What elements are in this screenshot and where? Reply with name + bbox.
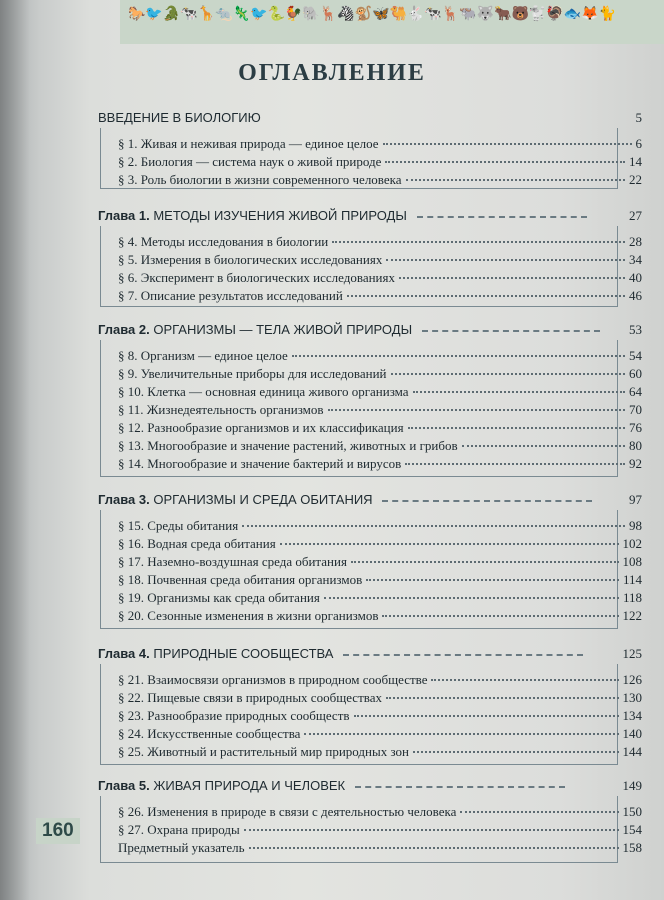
toc-entry-page: 98: [629, 518, 642, 533]
toc-entry[interactable]: [118, 234, 642, 252]
toc-entry-label: § 26. Изменения в природе в связи с деятельностью человека: [118, 804, 457, 819]
leader-dots: [242, 525, 625, 527]
toc-entry-page: 134: [622, 708, 642, 723]
toc-entry-label: § 27. Охрана природы: [118, 822, 240, 837]
heading-rule: [382, 500, 592, 502]
chapter-title: ОРГАНИЗМЫ И СРЕДА ОБИТАНИЯ: [153, 492, 373, 507]
toc-entry-page: 40: [629, 270, 642, 285]
toc-entry[interactable]: [118, 744, 642, 762]
toc-entry-page: 64: [629, 384, 642, 399]
chapter-page: 97: [629, 492, 642, 507]
intro-heading-text: ВВЕДЕНИЕ В БИОЛОГИЮ: [98, 110, 261, 125]
leader-dots: [366, 579, 619, 581]
toc-entry[interactable]: [118, 136, 642, 154]
toc-entry-page: 118: [622, 590, 642, 605]
leader-dots: [413, 751, 618, 753]
toc-entry[interactable]: [118, 840, 642, 858]
intro-page: 5: [635, 110, 642, 125]
chapter-heading: [98, 778, 565, 793]
toc-entry-label: § 10. Клетка — основная единица живого организма: [118, 384, 409, 399]
toc-entry-label: § 2. Биология — система наук о живой природе: [118, 154, 382, 169]
toc-entry[interactable]: [118, 572, 642, 590]
leader-dots: [304, 733, 618, 735]
toc-entry-label: § 22. Пищевые связи в природных сообществах: [118, 690, 382, 705]
toc-entry[interactable]: [118, 536, 642, 554]
leader-dots: [383, 143, 632, 145]
toc-entry[interactable]: [118, 172, 642, 190]
toc-entry-page: 6: [635, 136, 642, 151]
toc-entry-label: § 19. Организмы как среда обитания: [118, 590, 320, 605]
heading-rule: [422, 330, 600, 332]
toc-entry-page: 114: [622, 572, 642, 587]
toc-entry[interactable]: [118, 518, 642, 536]
chapter-heading: [98, 322, 600, 337]
toc-entry-label: § 18. Почвенная среда обитания организмов: [118, 572, 363, 587]
leader-dots: [332, 241, 625, 243]
heading-rule: [417, 216, 587, 218]
toc-entry[interactable]: [118, 366, 642, 384]
leader-dots: [382, 615, 618, 617]
toc-entry-page: 92: [629, 456, 642, 471]
toc-entry[interactable]: [118, 690, 642, 708]
toc-entry[interactable]: [118, 672, 642, 690]
toc-entry-page: 22: [629, 172, 642, 187]
toc-entry-label: § 25. Животный и растительный мир природных зон: [118, 744, 410, 759]
leader-dots: [406, 179, 625, 181]
chapter-prefix: Глава 1.: [98, 208, 150, 223]
toc-entry-label: § 16. Водная среда обитания: [118, 536, 276, 551]
chapter-heading: [98, 208, 587, 223]
toc-entry-label: § 7. Описание результатов исследований: [118, 288, 343, 303]
toc-entry-label: § 15. Среды обитания: [118, 518, 239, 533]
leader-dots: [408, 427, 625, 429]
intro-heading: [98, 110, 261, 125]
chapter-prefix: Глава 2.: [98, 322, 150, 337]
leader-dots: [386, 697, 619, 699]
toc-entry-page: 150: [622, 804, 642, 819]
leader-dots: [249, 847, 619, 849]
toc-entry[interactable]: [118, 154, 642, 172]
toc-entry[interactable]: [118, 420, 642, 438]
leader-dots: [405, 463, 625, 465]
page-number: 160: [36, 818, 80, 844]
leader-dots: [391, 373, 626, 375]
leader-dots: [413, 391, 625, 393]
chapter-page: 125: [622, 646, 642, 661]
leader-dots: [431, 679, 618, 681]
toc-entry-label: § 12. Разнообразие организмов и их классификация: [118, 420, 404, 435]
toc-entry-page: 144: [622, 744, 642, 759]
chapter-prefix: Глава 3.: [98, 492, 150, 507]
leader-dots: [347, 295, 625, 297]
toc-entry-page: 76: [629, 420, 642, 435]
toc-entry[interactable]: [118, 726, 642, 744]
toc-entry[interactable]: [118, 554, 642, 572]
toc-entry-page: 108: [622, 554, 642, 569]
toc-entry-label: § 13. Многообразие и значение растений, животных и грибов: [118, 438, 458, 453]
toc-entry-label: § 5. Измерения в биологических исследованиях: [118, 252, 383, 267]
leader-dots: [280, 543, 619, 545]
toc-entry-label: § 8. Организм — единое целое: [118, 348, 288, 363]
toc-entry[interactable]: [118, 438, 642, 456]
toc-entry-page: 154: [622, 822, 642, 837]
leader-dots: [386, 259, 625, 261]
toc-entry-label: § 21. Взаимосвязи организмов в природном сообществе: [118, 672, 428, 687]
chapter-title: ОРГАНИЗМЫ — ТЕЛА ЖИВОЙ ПРИРОДЫ: [153, 322, 413, 337]
chapter-page: 149: [622, 778, 642, 793]
toc-entry-page: 14: [629, 154, 642, 169]
chapter-title: ЖИВАЯ ПРИРОДА И ЧЕЛОВЕК: [153, 778, 346, 793]
toc-entry-page: 158: [622, 840, 642, 855]
chapter-prefix: Глава 4.: [98, 646, 150, 661]
chapter-page: 27: [629, 208, 642, 223]
toc-entry-label: § 17. Наземно-воздушная среда обитания: [118, 554, 347, 569]
leader-dots: [354, 715, 619, 717]
chapter-heading: [98, 646, 583, 661]
page-gutter-shadow: [0, 0, 30, 900]
toc-entry[interactable]: [118, 348, 642, 366]
toc-entry-page: 28: [629, 234, 642, 249]
toc-entry-page: 54: [629, 348, 642, 363]
heading-rule: [343, 654, 583, 656]
toc-entry[interactable]: [118, 288, 642, 306]
toc-entry[interactable]: [118, 402, 642, 420]
toc-entry[interactable]: [118, 804, 642, 822]
toc-entry-label: § 1. Живая и неживая природа — единое целое: [118, 136, 379, 151]
toc-entry[interactable]: [118, 252, 642, 270]
toc-entry-label: § 4. Методы исследования в биологии: [118, 234, 329, 249]
leader-dots: [460, 811, 618, 813]
toc-entry-label: § 20. Сезонные изменения в жизни организмов: [118, 608, 379, 623]
leader-dots: [399, 277, 625, 279]
toc-entry-page: 80: [629, 438, 642, 453]
toc-entry-label: Предметный указатель: [118, 840, 245, 855]
chapter-prefix: Глава 5.: [98, 778, 150, 793]
chapter-heading: [98, 492, 592, 507]
toc-entry[interactable]: [118, 822, 642, 840]
leader-dots: [324, 597, 619, 599]
leader-dots: [292, 355, 625, 357]
leader-dots: [385, 161, 625, 163]
toc-entry-label: § 14. Многообразие и значение бактерий и вирусов: [118, 456, 402, 471]
toc-entry[interactable]: [118, 590, 642, 608]
toc-entry-page: 140: [622, 726, 642, 741]
toc-entry-label: § 9. Увеличительные приборы для исследований: [118, 366, 387, 381]
toc-entry-page: 70: [629, 402, 642, 417]
chapter-title: МЕТОДЫ ИЗУЧЕНИЯ ЖИВОЙ ПРИРОДЫ: [153, 208, 407, 223]
heading-rule: [355, 786, 565, 788]
chapter-title: ПРИРОДНЫЕ СООБЩЕСТВА: [153, 646, 334, 661]
toc-entry[interactable]: [118, 456, 642, 474]
toc-entry-page: 102: [622, 536, 642, 551]
toc-entry-label: § 24. Искусственные сообщества: [118, 726, 301, 741]
toc-entry-page: 34: [629, 252, 642, 267]
toc-entry[interactable]: [118, 608, 642, 626]
toc-entry[interactable]: [118, 708, 642, 726]
page-title: ОГЛАВЛЕНИЕ: [238, 60, 426, 86]
toc-entry-page: 46: [629, 288, 642, 303]
toc-entry[interactable]: [118, 270, 642, 288]
toc-entry-label: § 6. Эксперимент в биологических исследованиях: [118, 270, 395, 285]
toc-entry-page: 60: [629, 366, 642, 381]
leader-dots: [328, 409, 625, 411]
animal-silhouettes-strip: 🐎🐦🐊🐄🦒🐀🦎🐦🐍🐓🐘🦌🦓🐒🦋🐫🐇🐄🦌🐃🐺🐂🐻🐩🦃🐟🦊🐈: [128, 6, 617, 22]
toc-entry-page: 130: [622, 690, 642, 705]
toc-entry[interactable]: [118, 384, 642, 402]
toc-entry-label: § 11. Жизнедеятельность организмов: [118, 402, 324, 417]
toc-entry-label: § 23. Разнообразие природных сообществ: [118, 708, 350, 723]
chapter-page: 53: [629, 322, 642, 337]
toc-entry-page: 126: [622, 672, 642, 687]
leader-dots: [244, 829, 619, 831]
toc-entry-page: 122: [622, 608, 642, 623]
leader-dots: [351, 561, 619, 563]
toc-entry-label: § 3. Роль биологии в жизни современного человека: [118, 172, 402, 187]
leader-dots: [462, 445, 625, 447]
